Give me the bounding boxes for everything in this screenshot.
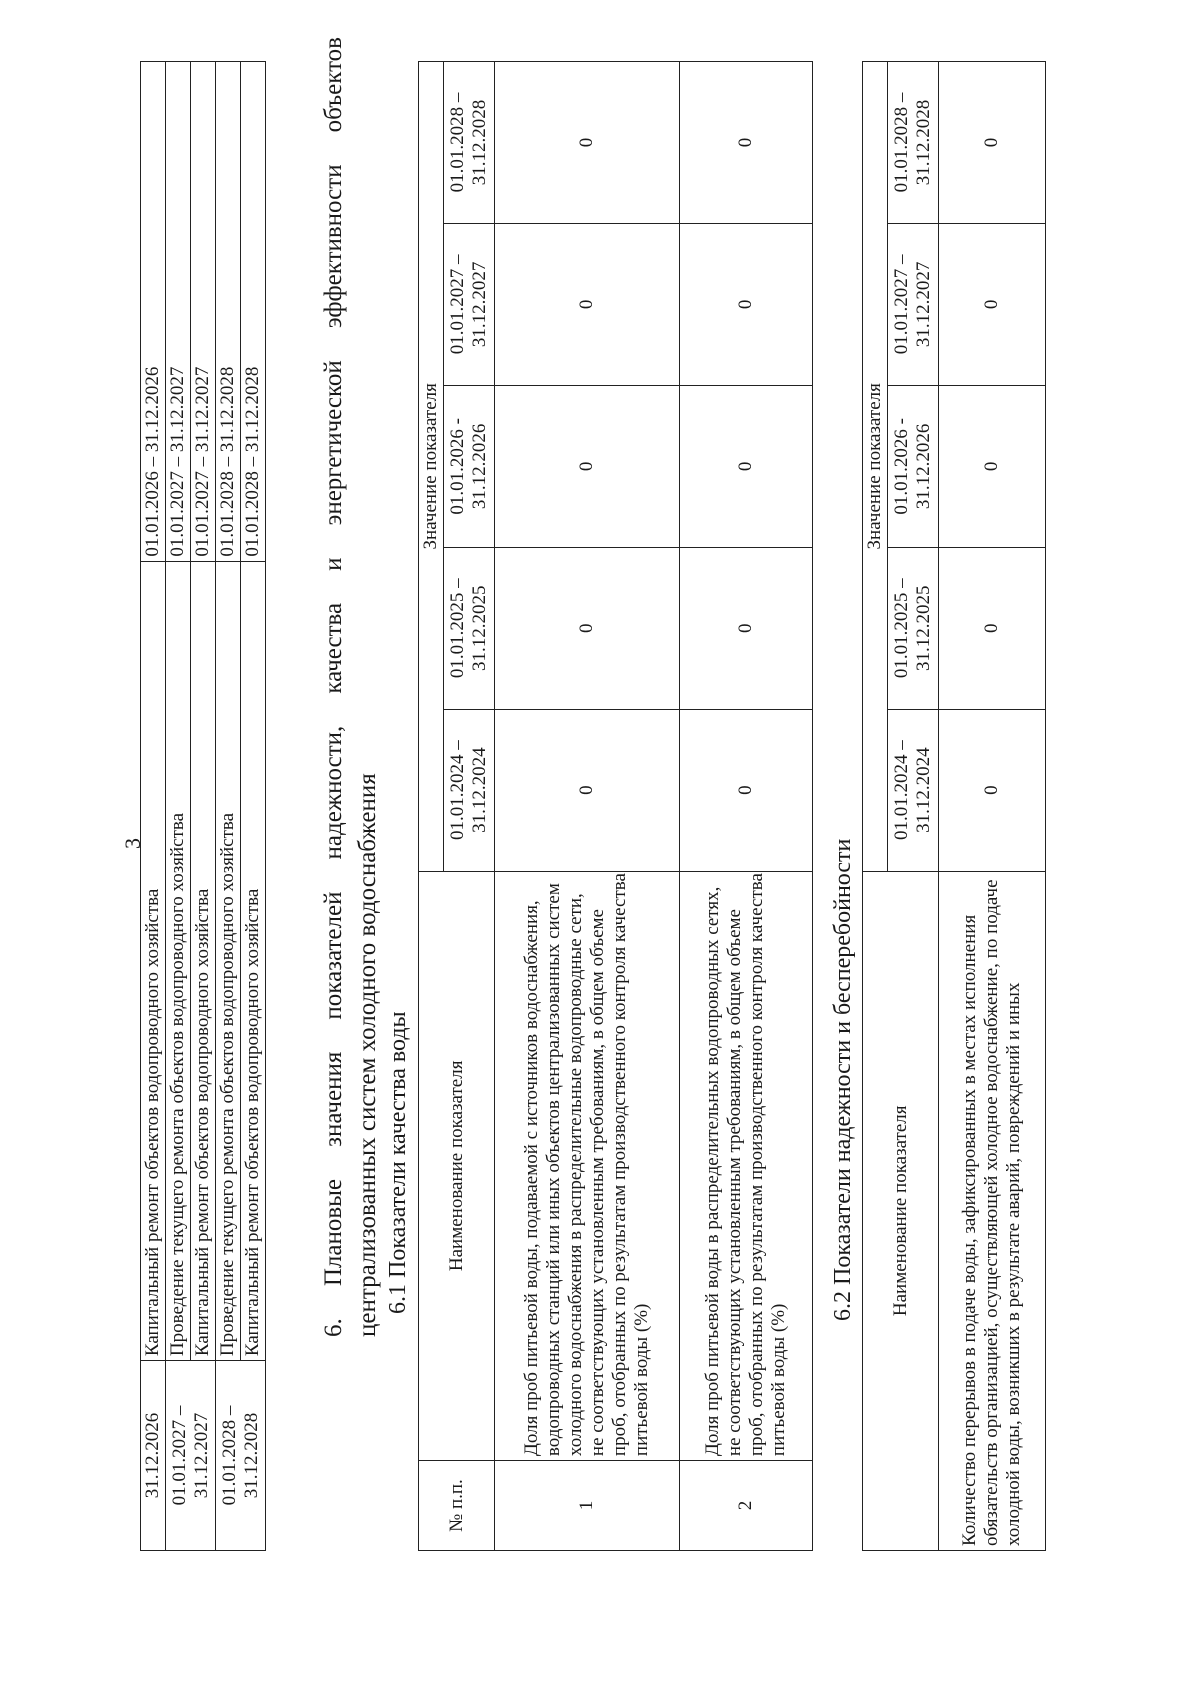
- period-header: 01.01.2025 – 31.12.2025: [888, 547, 939, 709]
- num-header: № п.п.: [419, 1461, 495, 1551]
- dates-cell: 01.01.2026 – 31.12.2026: [141, 62, 166, 562]
- period-header: 01.01.2024 – 31.12.2024: [444, 709, 495, 871]
- section-6-heading-cont: централизованных систем холодного водоснабжения: [354, 773, 381, 1337]
- activity-cell: Капитальный ремонт объектов водопроводного хозяйства: [191, 561, 216, 1360]
- header-row: [863, 62, 888, 1551]
- period-header: 01.01.2027 – 31.12.2027: [888, 223, 939, 385]
- period-header: 01.01.2028 – 31.12.2028: [888, 62, 939, 224]
- period-header: 01.01.2026 - 31.12.2026: [444, 385, 495, 547]
- dates-cell: 01.01.2028 – 31.12.2028: [241, 62, 266, 562]
- value-cell: 0: [680, 385, 813, 547]
- period-header: 01.01.2024 – 31.12.2024: [888, 709, 939, 871]
- dates-cell: 01.01.2028 – 31.12.2028: [216, 62, 241, 562]
- table-row: [495, 62, 680, 1551]
- section-6-1-title: 6.1 Показатели качества воды: [385, 1011, 411, 1314]
- value-cell: 0: [939, 223, 1046, 385]
- value-cell: 0: [939, 62, 1046, 224]
- dates-cell: 01.01.2027 – 31.12.2027: [166, 62, 191, 562]
- indicator-name: Доля проб питьевой воды, подаваемой с источников водоснабжения, водопроводных станций или иных объектов централизованных систем холодного водоснабжения в распределительные водопроводные сети, не соответствующих установленным требованиям, в общем объеме проб, отобранных по результатам производственного контроля качества питьевой воды (%): [495, 871, 680, 1460]
- name-header: Наименование показателя: [863, 871, 939, 1550]
- period-header: 01.01.2026 - 31.12.2026: [888, 385, 939, 547]
- indicator-name: Количество перерывов в подаче воды, зафиксированных в местах исполнения обязательств организацией, осуществляющей холодное водоснабжение, по подаче холодной воды, возникших в результате аварий, повреждений и иных: [939, 871, 1046, 1550]
- activity-cell: Проведение текущего ремонта объектов водопроводного хозяйства: [216, 561, 241, 1360]
- section-6-2-title: 6.2 Показатели надежности и бесперебойности: [830, 838, 856, 1321]
- value-cell: 0: [680, 547, 813, 709]
- period-header: 01.01.2025 – 31.12.2025: [444, 547, 495, 709]
- period-header: 01.01.2028 – 31.12.2028: [444, 62, 495, 224]
- table-row: [216, 62, 241, 1551]
- dates-cell: 01.01.2027 – 31.12.2027: [191, 62, 216, 562]
- value-cell: 0: [495, 547, 680, 709]
- header-row: [419, 62, 444, 1551]
- period-cell: 01.01.2028 – 31.12.2028: [216, 1361, 266, 1551]
- activity-cell: Проведение текущего ремонта объектов водопроводного хозяйства: [166, 561, 191, 1360]
- section-6-heading: 6. Плановые значения показателей надежности, качества и энергетической эффективности объектов: [320, 37, 347, 1337]
- value-cell: 0: [680, 223, 813, 385]
- table-row: [241, 62, 266, 1551]
- water-quality-table: [418, 61, 813, 1551]
- reliability-table: [862, 61, 1046, 1551]
- value-cell: 0: [939, 547, 1046, 709]
- table-row: [680, 62, 813, 1551]
- value-cell: 0: [680, 709, 813, 871]
- value-cell: 0: [939, 385, 1046, 547]
- period-cell: 01.01.2027 – 31.12.2027: [166, 1361, 216, 1551]
- value-cell: 0: [939, 709, 1046, 871]
- row-num: 1: [495, 1461, 680, 1551]
- value-group-header: Значение показателя: [419, 62, 444, 872]
- period-cell: 31.12.2026: [141, 1361, 166, 1551]
- period-header: 01.01.2027 – 31.12.2027: [444, 223, 495, 385]
- value-group-header: Значение показателя: [863, 62, 888, 872]
- value-cell: 0: [495, 709, 680, 871]
- activity-cell: Капитальный ремонт объектов водопроводного хозяйства: [141, 561, 166, 1360]
- value-cell: 0: [495, 223, 680, 385]
- page-number: 3: [120, 838, 145, 849]
- activity-cell: Капитальный ремонт объектов водопроводного хозяйства: [241, 561, 266, 1360]
- table-row: [166, 62, 191, 1551]
- value-cell: 0: [680, 62, 813, 224]
- value-cell: 0: [495, 385, 680, 547]
- schedule-table: [140, 61, 266, 1551]
- table-row: [191, 62, 216, 1551]
- table-row: [939, 62, 1046, 1551]
- value-cell: 0: [495, 62, 680, 224]
- name-header: Наименование показателя: [419, 871, 495, 1460]
- row-num: 2: [680, 1461, 813, 1551]
- indicator-name: Доля проб питьевой воды в распределительных водопроводных сетях, не соответствующих установленным требованиям, в общем объеме проб, отобранных по результатам производственного контроля качества питьевой воды (%): [680, 871, 813, 1460]
- table-row: [141, 62, 166, 1551]
